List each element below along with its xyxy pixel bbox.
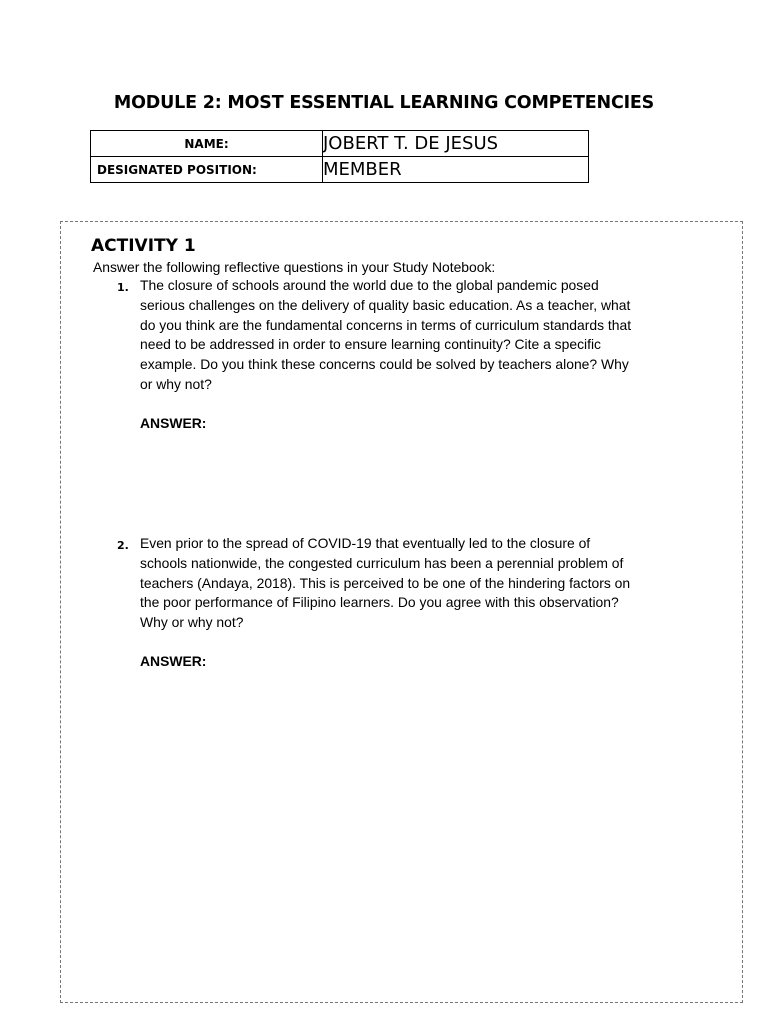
position-value: MEMBER [323, 157, 589, 183]
name-label: NAME: [91, 131, 323, 157]
activity-instructions: Answer the following reflective questions in your Study Notebook: [93, 259, 496, 275]
question-1-text: The closure of schools around the world due to the global pandemic posed serious challenges on the delivery of quality basic education. As a teacher, what do you think are the fundamental concerns in terms of curriculum standards that need to be addressed in order to ensure learning continuity? Cite a specific example. Do you think these concerns could be solved by teachers alone? Why or why not? [140, 277, 632, 392]
question-2-text: Even prior to the spread of COVID-19 that eventually led to the closure of schools nationwide, the congested curriculum has been a perennial problem of teachers (Andaya, 2018). This is perceived to be one of the hindering factors on the poor performance of Filipino learners. Do you agree with this observation? Why or why not? [140, 535, 631, 631]
question-2-number: 2. [117, 539, 129, 552]
question-1-number: 1. [117, 281, 129, 294]
position-label: DESIGNATED POSITION: [91, 157, 323, 183]
position-row [91, 157, 589, 183]
question-1-answer-label: ANSWER: [140, 415, 207, 431]
activity-title: ACTIVITY 1 [91, 236, 196, 256]
name-value: JOBERT T. DE JESUS [323, 131, 589, 157]
name-row [91, 131, 589, 157]
info-table [90, 130, 589, 183]
question-2-answer-label: ANSWER: [140, 653, 207, 669]
module-title: MODULE 2: MOST ESSENTIAL LEARNING COMPETENCIES [113, 93, 655, 113]
